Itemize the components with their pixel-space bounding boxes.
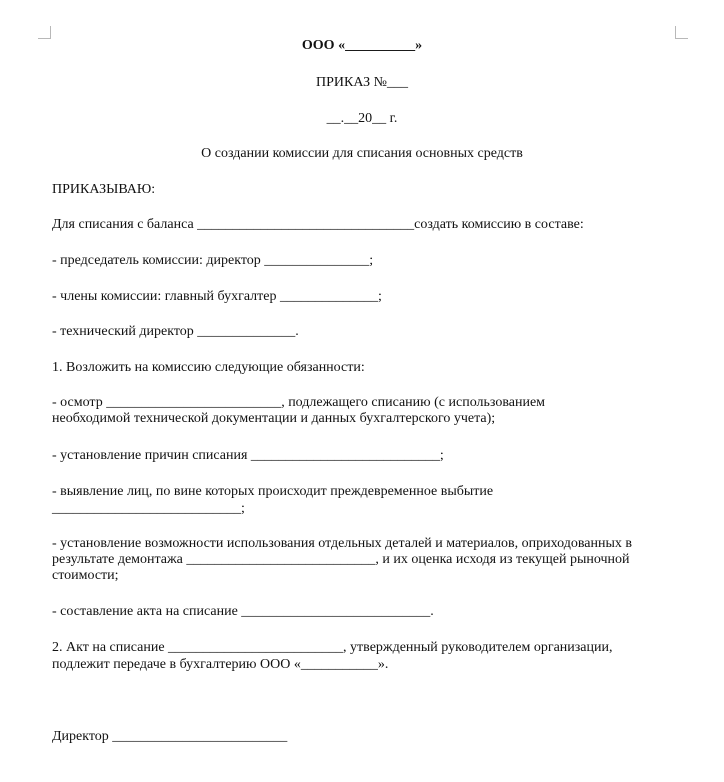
duty-parts-line-3: стоимости; <box>52 568 119 583</box>
director-signature-line: Директор _________________________ <box>52 729 288 744</box>
duty-parts-line-1: - установление возможности использования отдельных деталей и материалов, оприходованных в <box>52 536 632 551</box>
order-subject: О создании комиссии для списания основных средств <box>201 146 523 161</box>
act-transfer-line-1: 2. Акт на списание _________________________, утвержденный руководителем организации, <box>52 640 613 655</box>
duty-persons-line-2: ___________________________; <box>52 501 245 516</box>
intro-line: Для списания с баланса _______________________________создать комиссию в составе: <box>52 217 584 232</box>
duty-inspection-line-1: - осмотр _________________________, подлежащего списанию (с использованием <box>52 395 546 410</box>
act-transfer-line-2: подлежит передаче в бухгалтерию ООО «___________». <box>52 657 389 672</box>
duty-parts-line-2: результате демонтажа ___________________________, и их оценка исходя из текущей рыночной <box>52 552 630 567</box>
members-line: - члены комиссии: главный бухгалтер ______________; <box>52 289 382 304</box>
duties-heading: 1. Возложить на комиссию следующие обязанности: <box>52 360 365 375</box>
duty-reasons-line: - установление причин списания ___________________________; <box>52 448 444 463</box>
company-name: ООО «__________» <box>301 38 423 53</box>
chairman-line: - председатель комиссии: директор _______________; <box>52 253 374 268</box>
command-word: ПРИКАЗЫВАЮ: <box>52 182 156 197</box>
order-date: __.__20__ г. <box>326 111 398 126</box>
duty-act-line: - составление акта на списание ___________________________. <box>52 604 434 619</box>
order-title: ПРИКАЗ №___ <box>316 75 408 90</box>
duty-inspection-line-2: необходимой технической документации и данных бухгалтерского учета); <box>52 411 496 426</box>
tech-director-line: - технический директор ______________. <box>52 324 299 339</box>
duty-persons-line-1: - выявление лиц, по вине которых происходит преждевременное выбытие <box>52 484 494 499</box>
